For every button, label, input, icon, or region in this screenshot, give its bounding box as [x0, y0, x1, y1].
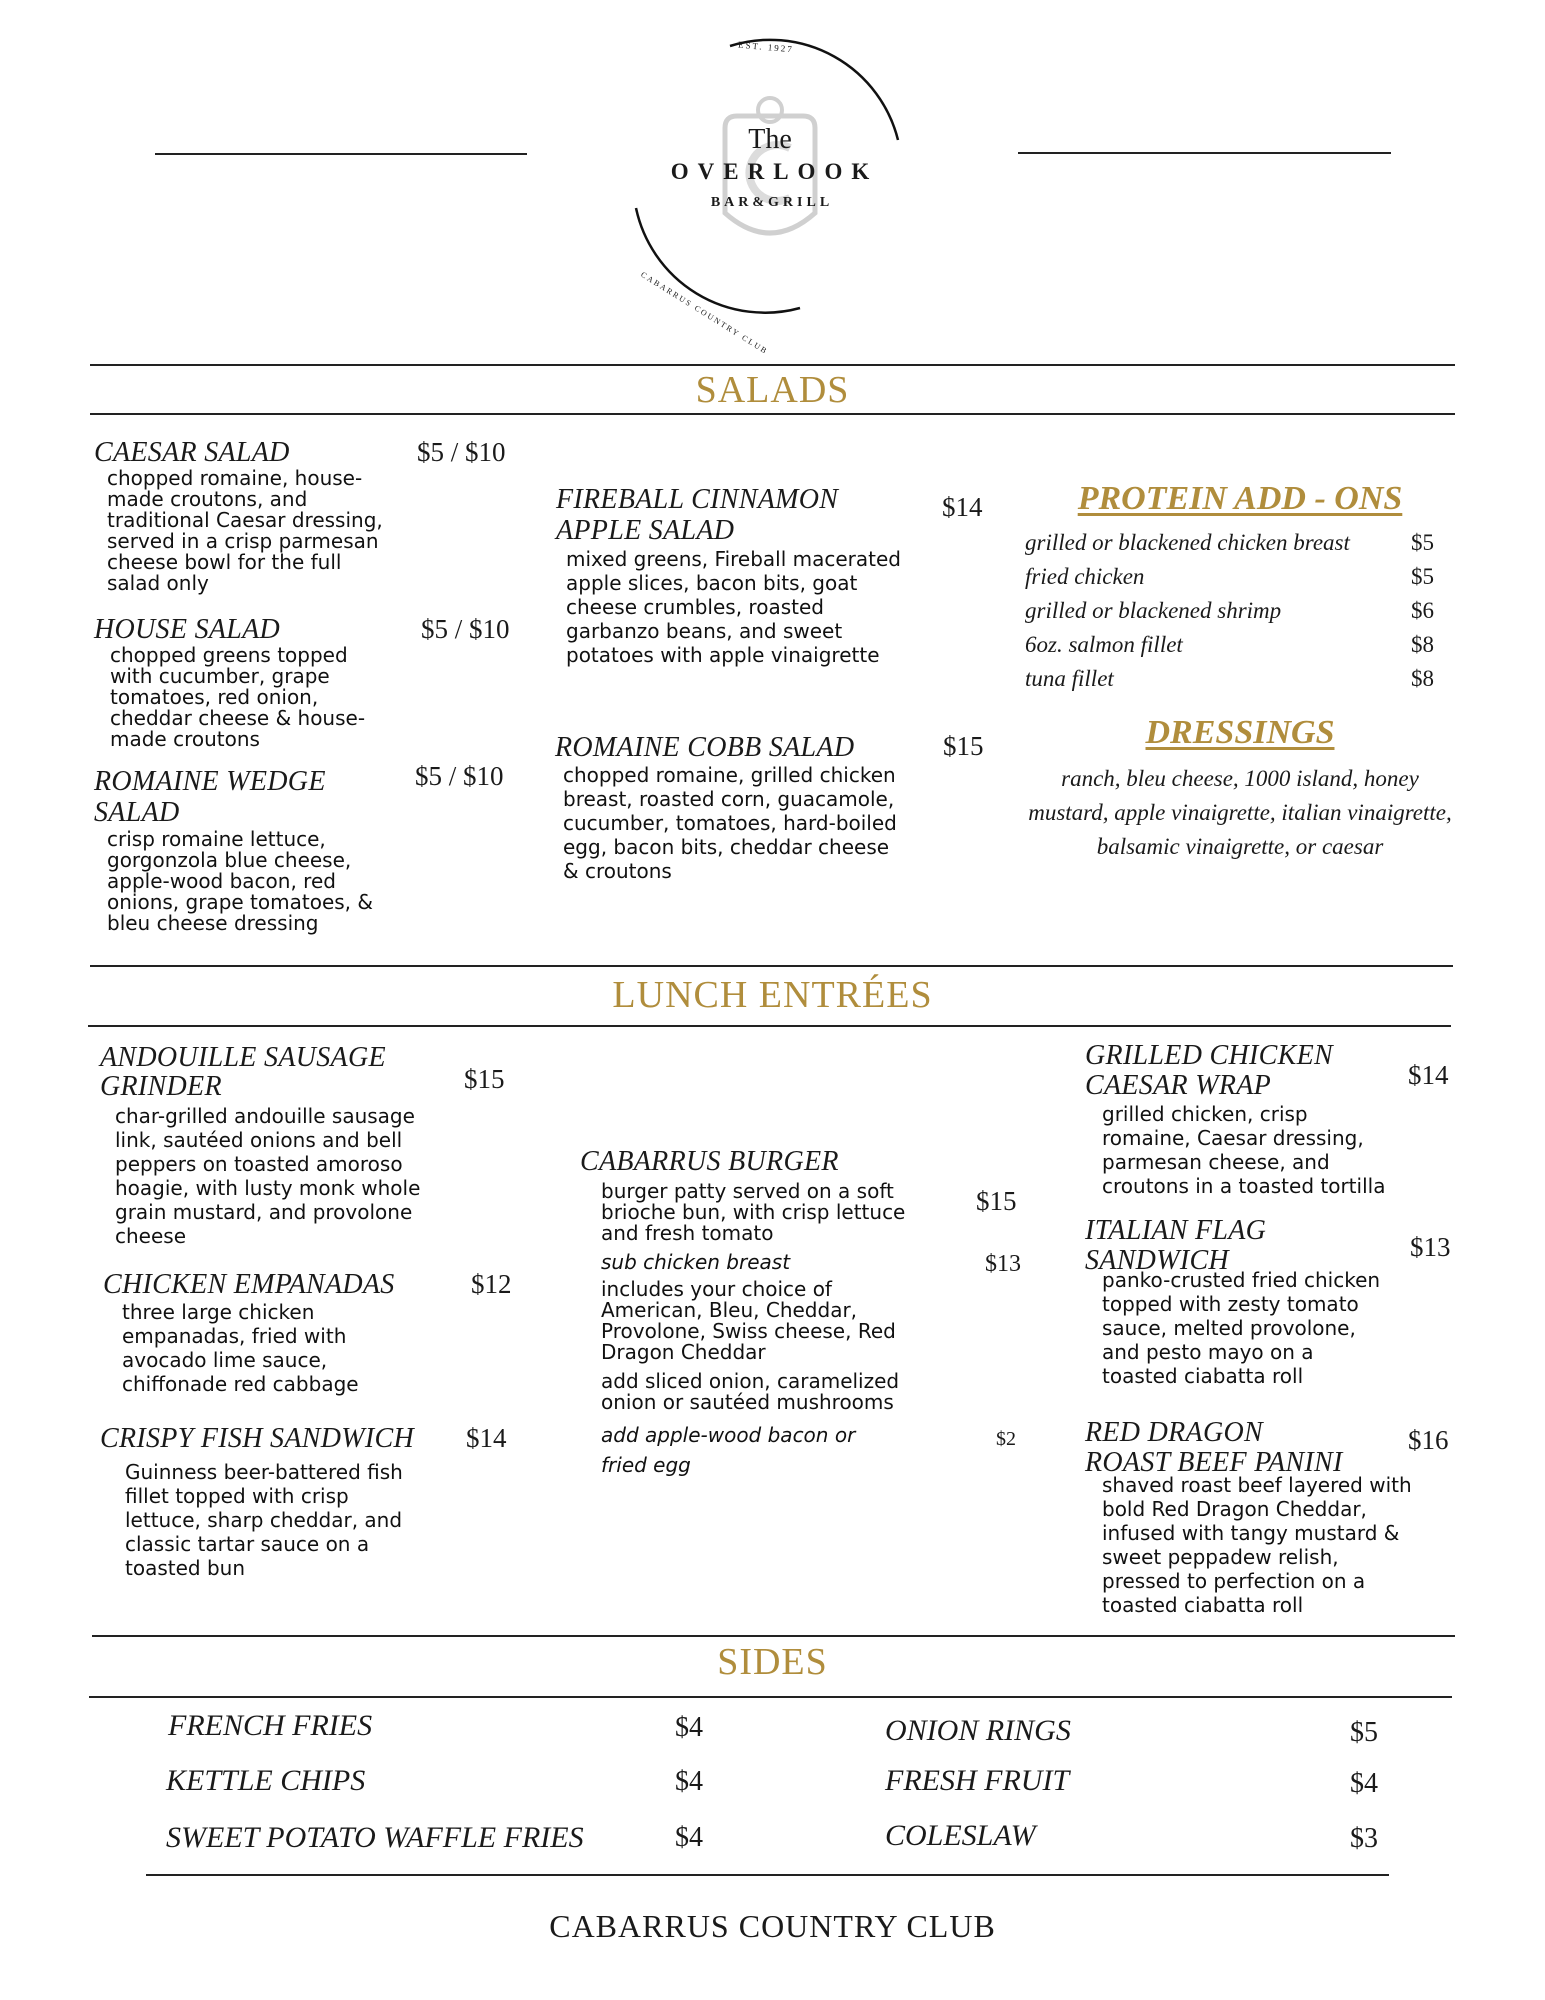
lunch-fish-name: CRISPY FISH SANDWICH — [100, 1423, 414, 1454]
lunch-wrap-name: GRILLED CHICKEN CAESAR WRAP — [1085, 1040, 1333, 1101]
header-line-right — [1018, 152, 1391, 154]
salad-wedge-price: $5 / $10 — [415, 761, 504, 791]
header-line-left — [155, 153, 527, 155]
side-item: ONION RINGS — [885, 1714, 1071, 1747]
lunch-andouille-name: ANDOUILLE SAUSAGE GRINDER — [100, 1042, 386, 1102]
protein-item: grilled or blackened chicken breast — [1025, 530, 1350, 555]
lunch-empanadas-desc: three large chicken empanadas, fried with avocado lime sauce, chiffonade red cabbage — [122, 1300, 359, 1396]
lunch-reddragon-name: RED DRAGON ROAST BEEF PANINI — [1085, 1417, 1343, 1478]
protein-price: $8 — [1411, 632, 1434, 657]
lunch-burger-sub-price: $13 — [985, 1251, 1021, 1277]
salad-fireball-desc: mixed greens, Fireball macerated apple slices, bacon bits, goat cheese crumbles, roasted garbanzo beans, and sweet potatoes with apple vinaigrette — [566, 547, 901, 667]
salads-title: SALADS — [695, 369, 850, 411]
salad-fireball-price: $14 — [942, 492, 983, 522]
salad-house-name: HOUSE SALAD — [94, 614, 281, 645]
dressings-list: ranch, bleu cheese, 1000 island, honey mustard, apple vinaigrette, italian vinaigrette, balsamic vinaigrette, or caesar — [1028, 766, 1452, 859]
side-item: SWEET POTATO WAFFLE FRIES — [166, 1821, 584, 1854]
lunch-burger-desc: burger patty served on a soft brioche bun, with crisp lettuce and fresh tomato — [601, 1179, 906, 1245]
sides-title: SIDES — [717, 1641, 828, 1683]
lunch-empanadas-name: CHICKEN EMPANADAS — [103, 1269, 395, 1300]
protein-item: 6oz. salmon fillet — [1025, 632, 1183, 657]
protein-price: $6 — [1411, 598, 1434, 623]
lunch-italian-price: $13 — [1410, 1232, 1451, 1262]
salad-cobb-desc: chopped romaine, grilled chicken breast, roasted corn, guacamole, cucumber, tomatoes, hard-boiled egg, bacon bits, cheddar cheese & croutons — [563, 763, 897, 883]
side-item: FRESH FRUIT — [885, 1764, 1070, 1797]
side-price: $4 — [1350, 1768, 1378, 1799]
salad-house-desc: chopped greens topped with cucumber, grape tomatoes, red onion, cheddar cheese & house- made croutons — [110, 643, 366, 751]
side-item: KETTLE CHIPS — [166, 1764, 366, 1797]
lunch-italian-name: ITALIAN FLAG SANDWICH — [1085, 1215, 1267, 1276]
salad-cobb-name: ROMAINE COBB SALAD — [555, 732, 855, 763]
lunch-burger-price: $15 — [976, 1186, 1017, 1216]
sides-end-rule — [146, 1874, 1389, 1876]
lunch-burger-onion: add sliced onion, caramelized onion or sautéed mushrooms — [601, 1369, 900, 1414]
logo-name: OVERLOOK — [670, 159, 879, 184]
lunch-title: LUNCH ENTRÉES — [612, 974, 933, 1016]
lunch-wrap-price: $14 — [1408, 1060, 1449, 1090]
sides-top-rule — [92, 1635, 1455, 1637]
protein-item: fried chicken — [1025, 564, 1145, 589]
side-price: $4 — [675, 1766, 703, 1797]
salad-cobb-price: $15 — [943, 731, 984, 761]
protein-title: PROTEIN ADD - ONS — [1077, 480, 1403, 517]
salad-house-price: $5 / $10 — [421, 614, 510, 644]
salad-wedge-desc: crisp romaine lettuce, gorgonzola blue cheese, apple-wood bacon, red onions, grape tomatoes, & bleu cheese dressing — [107, 827, 373, 935]
side-item: COLESLAW — [885, 1819, 1036, 1852]
protein-item: grilled or blackened shrimp — [1025, 598, 1282, 623]
lunch-burger-bacon-price: $2 — [996, 1428, 1016, 1450]
dressings-title: DRESSINGS — [1145, 714, 1335, 751]
salad-caesar-desc: chopped romaine, house- made croutons, and traditional Caesar dressing, served in a crisp parmesan cheese bowl for the full salad only — [107, 466, 383, 595]
lunch-burger-sub: sub chicken breast — [601, 1250, 791, 1274]
protein-price: $5 — [1411, 564, 1434, 589]
lunch-reddragon-price: $16 — [1408, 1425, 1449, 1455]
lunch-wrap-desc: grilled chicken, crisp romaine, Caesar dressing, parmesan cheese, and croutons in a toasted tortilla — [1102, 1102, 1386, 1198]
salad-caesar-name: CAESAR SALAD — [94, 437, 290, 468]
logo-the: The — [748, 124, 792, 155]
protein-price: $8 — [1411, 666, 1434, 691]
protein-price: $5 — [1411, 530, 1434, 555]
lunch-italian-desc: panko-crusted fried chicken topped with zesty tomato sauce, melted provolone, and pesto mayo on a toasted ciabatta roll — [1102, 1268, 1381, 1388]
side-price: $5 — [1350, 1717, 1378, 1748]
logo — [630, 38, 910, 357]
salads-bottom-rule — [90, 413, 1455, 415]
salads-top-rule — [90, 364, 1455, 366]
logo-est: EST. 1927 — [737, 39, 795, 55]
lunch-burger-bacon: add apple-wood bacon or fried egg — [601, 1423, 856, 1477]
lunch-andouille-price: $15 — [464, 1064, 505, 1094]
lunch-reddragon-desc: shaved roast beef layered with bold Red Dragon Cheddar, infused with tangy mustard & sweet peppadew relish, pressed to perfection on a toasted ciabatta roll — [1102, 1473, 1412, 1617]
sides-bottom-rule — [89, 1696, 1452, 1698]
side-price: $4 — [675, 1712, 703, 1743]
side-item: FRENCH FRIES — [168, 1709, 373, 1742]
salad-wedge-name: ROMAINE WEDGE SALAD — [94, 766, 326, 828]
salad-fireball-name: FIREBALL CINNAMON APPLE SALAD — [556, 484, 839, 546]
salad-caesar-price: $5 / $10 — [417, 437, 506, 467]
protein-item: tuna fillet — [1025, 666, 1114, 691]
lunch-fish-price: $14 — [466, 1423, 507, 1453]
lunch-fish-desc: Guinness beer-battered fish fillet topped with crisp lettuce, sharp cheddar, and classic tartar sauce on a toasted bun — [125, 1460, 403, 1580]
lunch-burger-cheese: includes your choice of American, Bleu, Cheddar, Provolone, Swiss cheese, Red Dragon Cheddar — [601, 1277, 896, 1364]
lunch-empanadas-price: $12 — [471, 1269, 512, 1299]
lunch-burger-name: CABARRUS BURGER — [580, 1146, 839, 1177]
side-price: $4 — [675, 1822, 703, 1853]
logo-arc-text: CABARRUS COUNTRY CLUB — [639, 270, 770, 357]
lunch-bottom-rule — [88, 1025, 1451, 1027]
side-price: $3 — [1350, 1823, 1378, 1854]
footer-club-name: CABARRUS COUNTRY CLUB — [549, 1908, 996, 1944]
lunch-top-rule — [90, 965, 1453, 967]
logo-sub: BAR&GRILL — [710, 195, 834, 210]
lunch-andouille-desc: char-grilled andouille sausage link, sautéed onions and bell peppers on toasted amoroso hoagie, with lusty monk whole grain mustard, and provolone cheese — [115, 1104, 421, 1248]
